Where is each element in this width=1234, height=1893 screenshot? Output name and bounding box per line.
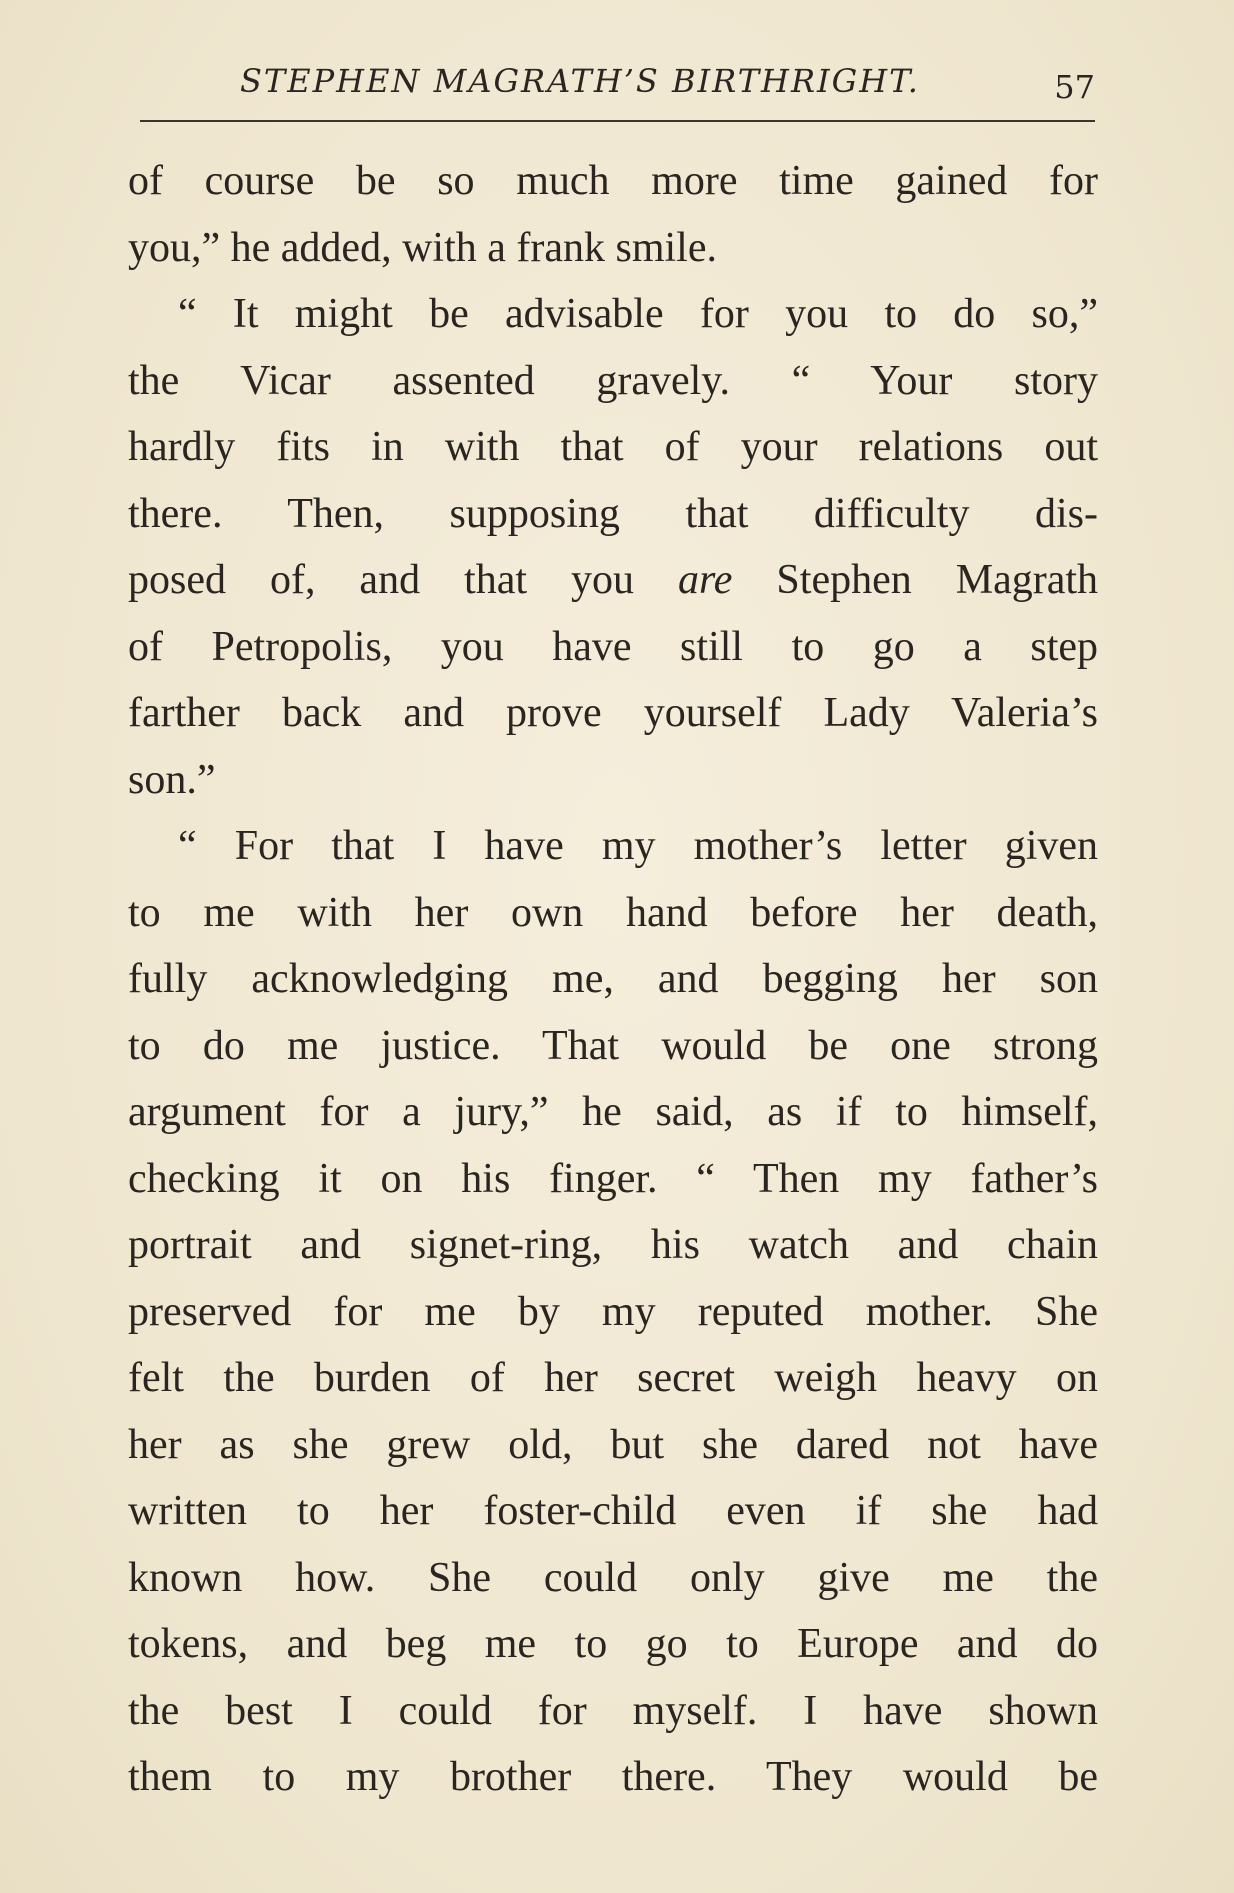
text-line: preserved for me by my reputed mother. She (128, 1288, 1098, 1335)
text-segment: posed of, and that you (128, 557, 679, 603)
text-line: farther back and prove yourself Lady Valeria’s (128, 690, 1098, 736)
text-line: argument for a jury,” he said, as if to himself, (128, 1089, 1098, 1135)
text-line: to do me justice. That would be one strong (128, 1022, 1098, 1069)
text-line: fully acknowledging me, and begging her son (128, 956, 1098, 1002)
text-line (128, 547, 1098, 614)
text-line: hardly fits in with that of your relations out (128, 424, 1098, 470)
text-line: checking it on his finger. “ Then my father’s (128, 1155, 1098, 1202)
text-segment: Stephen Magrath (732, 557, 1099, 603)
text-line: son.” (128, 756, 216, 803)
text-line: the Vicar assented gravely. “ Your story (128, 357, 1098, 404)
running-head (140, 60, 1100, 120)
page-number: 57 (1054, 68, 1095, 106)
text-line: the best I could for myself. I have shown (128, 1687, 1098, 1734)
text-line: to me with her own hand before her death, (128, 889, 1098, 936)
text-line: tokens, and beg me to go to Europe and do (128, 1621, 1098, 1667)
text-line: of Petropolis, you have still to go a step (128, 623, 1098, 670)
text-line: “ For that I have my mother’s letter given (178, 823, 1098, 869)
emphasis-word: are (678, 557, 733, 603)
body-text (128, 148, 1098, 1811)
header-rule (140, 120, 1095, 122)
text-line: there. Then, supposing that difficulty dis- (128, 490, 1098, 537)
text-line: you,” he added, with a frank smile. (128, 224, 717, 271)
text-line: known how. She could only give me the (128, 1554, 1098, 1601)
text-line: portrait and signet-ring, his watch and chain (128, 1222, 1098, 1268)
text-line: of course be so much more time gained for (128, 158, 1098, 204)
text-line: her as she grew old, but she dared not have (128, 1421, 1098, 1468)
text-line: “ It might be advisable for you to do so,” (178, 291, 1098, 337)
running-title: STEPHEN MAGRATH’S BIRTHRIGHT. (240, 62, 920, 100)
text-line: them to my brother there. They would be (128, 1754, 1098, 1800)
text-line: written to her foster-child even if she had (128, 1488, 1098, 1534)
text-line: felt the burden of her secret weigh heavy on (128, 1355, 1098, 1401)
